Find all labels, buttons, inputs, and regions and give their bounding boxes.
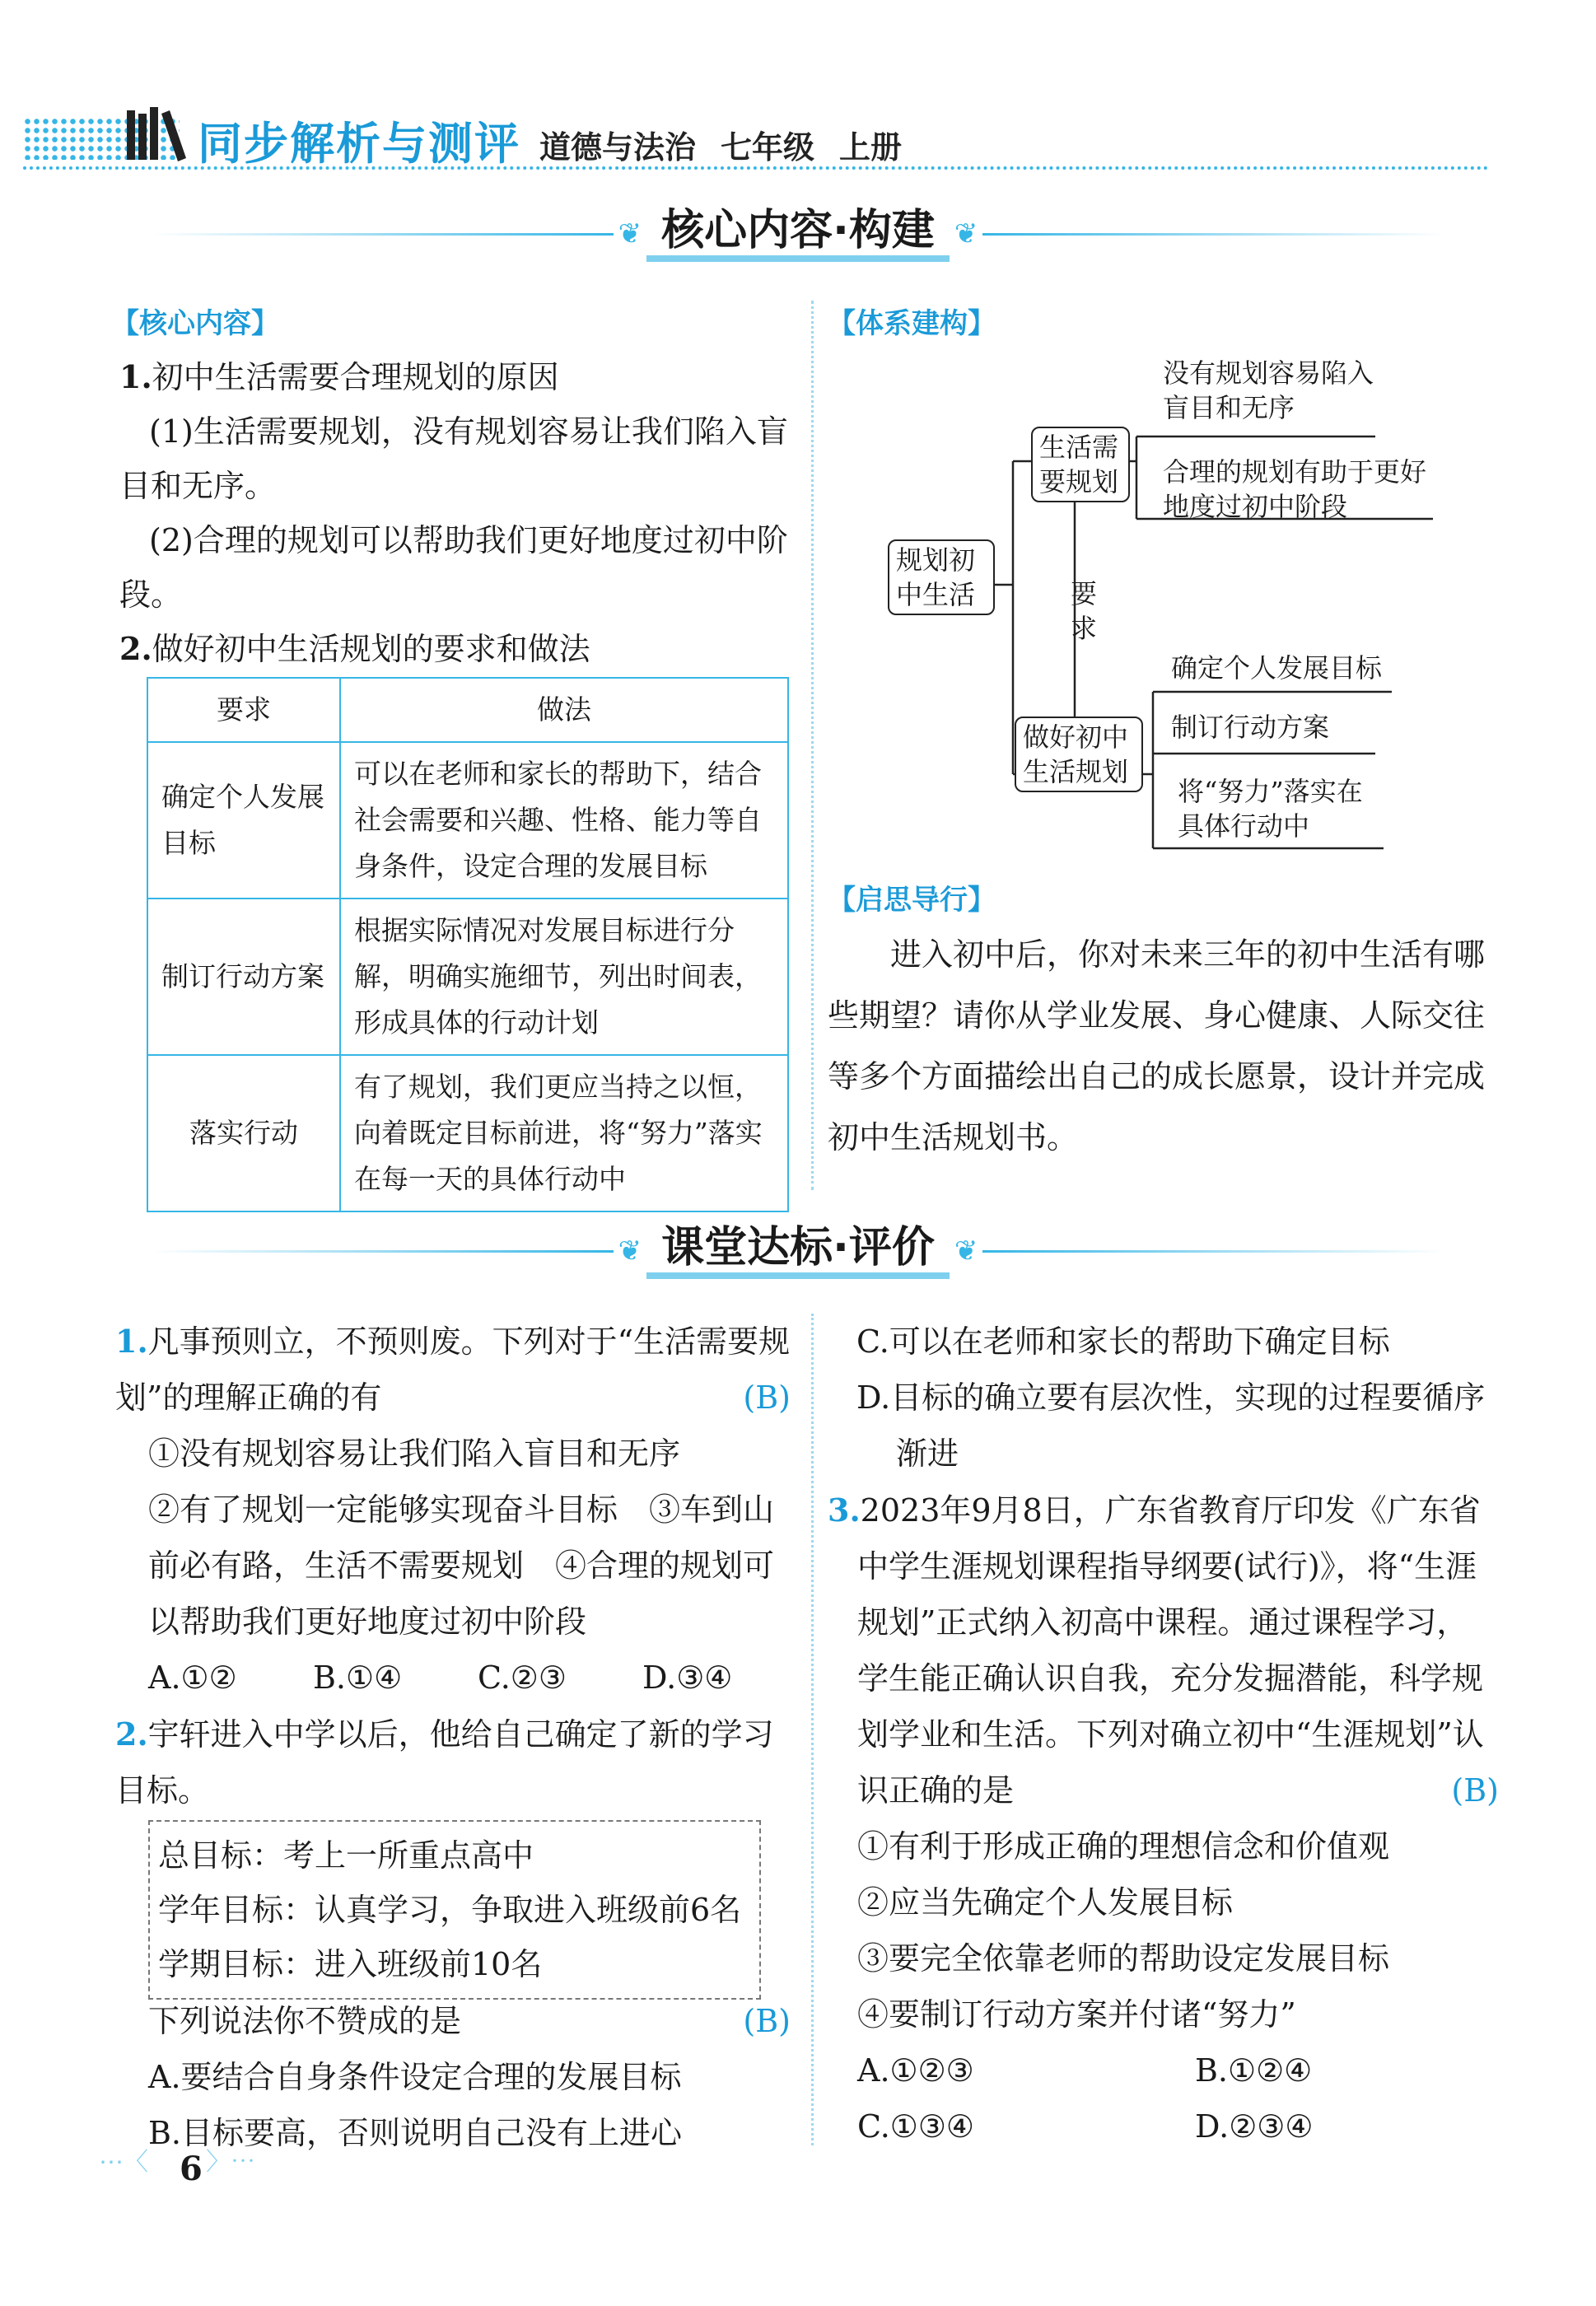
requirements-table <box>147 677 789 1212</box>
core-content-tag: 【核心内容】 <box>111 307 279 340</box>
guide-text: 进入初中后，你对未来三年的初中生活有哪些期望？请你从学业发展、身心健康、人际交往等多个方面描绘出自己的成长愿景，设计并完成初中生活规划书。 <box>828 936 1486 1155</box>
q1-option-d[interactable]: D.③④ <box>642 1659 733 1696</box>
swirl-left-icon: ❦ <box>618 1235 642 1267</box>
table-header-row <box>147 678 788 742</box>
q2-option-c[interactable]: C.可以在老师和家长的帮助下确定目标 <box>856 1323 1390 1360</box>
mindmap-node-make-plan: 做好初中生活规划 <box>1015 717 1143 792</box>
q2-option-d[interactable]: D.目标的确立要有层次性，实现的过程要循序渐进 <box>856 1379 1486 1472</box>
q2-continued <box>148 1993 791 2161</box>
q1-option-c[interactable]: C.②③ <box>478 1659 567 1696</box>
q3-options-row2 <box>828 2098 1499 2154</box>
q1-answer: (B) <box>743 1379 791 1416</box>
table-cell-req: 确定个人发展目标 <box>147 742 340 899</box>
page-number-decoration: ⋯〈 <box>99 2148 148 2177</box>
table-cell-method: 有了规划，我们更应当持之以恒，向着既定目标前进，将“努力”落实在每一天的具体行动中 <box>340 1055 788 1211</box>
swirl-right-icon: ❦ <box>954 1235 978 1267</box>
table-row <box>147 742 788 899</box>
section1-title: 核心内容·构建 <box>646 206 950 262</box>
reason-1: (1)生活需要规划，没有规划容易让我们陷入盲目和无序。 <box>119 413 788 504</box>
header-subtitle <box>539 122 926 167</box>
mindmap-leaf: 合理的规划有助于更好地度过初中阶段 <box>1163 456 1427 522</box>
q2-options-right <box>856 1314 1499 1482</box>
goal-term: 学期目标：进入班级前10名 <box>158 1946 543 1982</box>
q3-options-row1 <box>828 2042 1499 2098</box>
grade: 七年级 <box>721 129 815 166</box>
mindmap-leaf: 确定个人发展目标 <box>1171 652 1383 684</box>
q1-options <box>115 1650 791 1706</box>
q3-statement: ①有利于形成正确的理想信念和价值观 <box>857 1828 1390 1865</box>
series-title: 同步解析与测评 <box>198 118 520 170</box>
question-1 <box>115 1314 791 1706</box>
mindmap-leaf: 制订行动方案 <box>1171 712 1330 743</box>
q3-option-b[interactable]: B.①②④ <box>1195 2052 1313 2089</box>
page-number: 6 <box>180 2150 203 2188</box>
q2-ask: 下列说法你不赞成的是 (B) <box>148 1993 791 2049</box>
section2-title: 课堂达标·评价 <box>646 1223 950 1279</box>
q3-statement: ④要制订行动方案并付诸“努力” <box>857 1996 1296 2033</box>
q1-stem: 1.凡事预则立，不预则废。下列对于“生活需要规划”的理解正确的有 (B) <box>115 1314 791 1426</box>
table-row <box>147 899 788 1055</box>
goal-total: 总目标：考上一所重点高中 <box>158 1837 534 1874</box>
table-header-method: 做法 <box>340 678 788 742</box>
mindmap-leaf: 将“努力”落实在具体行动中 <box>1178 776 1363 842</box>
system-tag: 【体系建构】 <box>828 307 996 340</box>
page-number-decoration: 〉⋯ <box>206 2148 255 2177</box>
q2-answer: (B) <box>743 2003 791 2039</box>
header-divider <box>23 166 1489 170</box>
books-logo-icon <box>124 105 189 165</box>
swirl-left-icon: ❦ <box>618 217 642 250</box>
question-2 <box>115 1706 791 1818</box>
guide-tag: 【启思导行】 <box>828 884 996 917</box>
table-row <box>147 1055 788 1211</box>
column-divider-top <box>811 301 814 1190</box>
method-heading: 2.做好初中生活规划的要求和做法 <box>119 630 590 667</box>
q1-statement: ①没有规划容易让我们陷入盲目和无序 <box>148 1435 681 1472</box>
subject: 道德与法治 <box>539 129 697 166</box>
q2-option-a[interactable]: A.要结合自身条件设定合理的发展目标 <box>148 2059 682 2095</box>
question-3 <box>828 1482 1499 2154</box>
core-content <box>119 350 795 676</box>
table-cell-req: 制订行动方案 <box>147 899 340 1055</box>
reason-heading: 1.初中生活需要合理规划的原因 <box>119 358 559 395</box>
q3-statement: ③要完全依靠老师的帮助设定发展目标 <box>857 1940 1390 1977</box>
q3-answer: (B) <box>1451 1772 1499 1809</box>
q2-stem: 2.宇轩进入中学以后，他给自己确定了新的学习目标。 <box>115 1715 774 1809</box>
table-cell-req: 落实行动 <box>147 1055 340 1211</box>
goal-year: 学年目标：认真学习，争取进入班级前6名 <box>158 1892 742 1928</box>
section2-banner <box>0 1223 1596 1279</box>
q1-statement: ②有了规划一定能够实现奋斗目标 ③车到山前必有路，生活不需要规划 ④合理的规划可以帮助我们更好地度过初中阶段 <box>148 1491 775 1640</box>
q3-option-c[interactable]: C.①③④ <box>857 2108 974 2145</box>
q1-option-b[interactable]: B.①④ <box>313 1659 403 1696</box>
volume: 上册 <box>839 129 903 166</box>
goal-box <box>148 1820 761 2000</box>
mindmap-root: 规划初中生活 <box>888 539 995 615</box>
q3-option-a[interactable]: A.①②③ <box>857 2052 974 2089</box>
q1-option-a[interactable]: A.①② <box>148 1659 237 1696</box>
table-header-req: 要求 <box>147 678 340 742</box>
section1-banner <box>0 206 1596 262</box>
table-cell-method: 可以在老师和家长的帮助下，结合社会需要和兴趣、性格、能力等自身条件，设定合理的发展目标 <box>340 742 788 899</box>
q2-option-b[interactable]: B.目标要高，否则说明自己没有上进心 <box>148 2115 683 2151</box>
table-cell-method: 根据实际情况对发展目标进行分解，明确实施细节，列出时间表，形成具体的行动计划 <box>340 899 788 1055</box>
mindmap-leaf: 没有规划容易陷入盲目和无序 <box>1163 357 1374 423</box>
q3-stem: 3.2023年9月8日，广东省教育厅印发《广东省中学生涯规划课程指导纲要(试行)》，将“生涯规划”正式纳入初高中课程。通过课程学习，学生能正确认识自我，充分发掘潜能，科学规划学业和生活。下列对确立初中“生涯规划”认识正确的是 (B) <box>828 1482 1499 1818</box>
column-divider-bottom <box>811 1314 814 2145</box>
q3-option-d[interactable]: D.②③④ <box>1195 2108 1314 2145</box>
q3-statement: ②应当先确定个人发展目标 <box>857 1884 1234 1921</box>
swirl-right-icon: ❦ <box>954 217 978 250</box>
mindmap-node-plan-needed: 生活需要规划 <box>1031 427 1130 502</box>
mindmap-link-label: 要求 <box>1071 578 1098 644</box>
reason-2: (2)合理的规划可以帮助我们更好地度过初中阶段。 <box>119 522 788 613</box>
